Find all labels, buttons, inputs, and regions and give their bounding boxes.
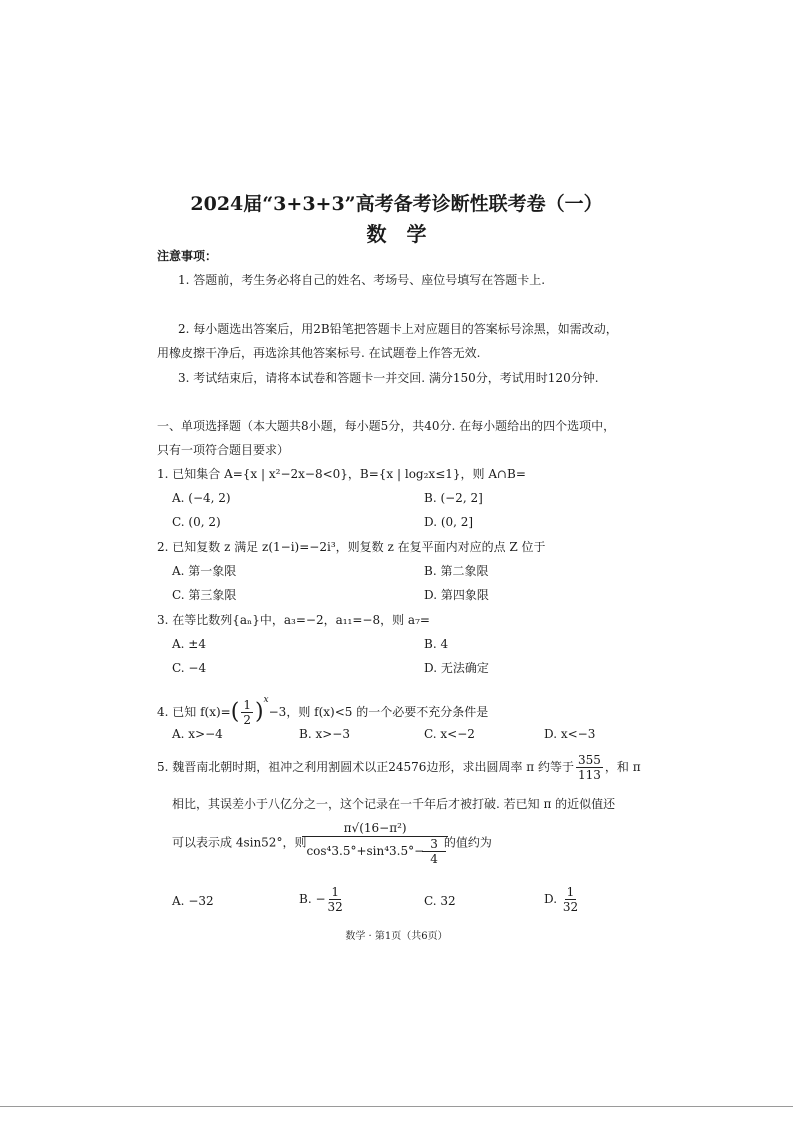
numerator: 1 [566,885,575,899]
denominator-text: cos⁴3.5°+sin⁴3.5°− [306,844,425,858]
option-d: D. (0, 2] [424,515,474,529]
option-c: C. 第三象限 [172,588,237,602]
page-footer: 数学 · 第1页（共6页） [345,931,448,942]
option-b: B. 第二象限 [424,564,489,578]
question-stem: 3. 在等比数列{aₙ}中，a₃=−2，a₁₁=−8，则 a₇= [157,613,430,627]
numerator: 1 [243,698,251,712]
denominator: 32 [327,900,343,914]
section-heading-cont: 只有一项符合题目要求） [157,443,290,457]
expression-fraction [306,820,443,866]
question-stem: 4. 已知 f(x)=( $\frac{1}{2}$ )$^x$−3，则 f(x)<5 的一个必要不充分条件是 [157,695,489,727]
exam-title: 2024届“3+3+3”高考备考诊断性联考卷（一） [190,193,603,215]
option-label: B. [299,892,312,906]
question-stem: 2. 已知复数 z 满足 z(1−i)=−2i³，则复数 z 在复平面内对应的点 Z 位于 [157,540,546,554]
numerator: 355 [577,753,601,767]
question-stem: 1. 已知集合 A={x | x²−2x−8<0}，B={x | log₂x≤1}，则 A∩B= [157,467,526,481]
option-label: D. [544,892,558,906]
numerator: 1 [331,885,339,899]
option-a: A. 第一象限 [172,564,237,578]
exponent: x [263,695,269,705]
fraction [328,885,343,914]
denominator: 32 [562,900,579,914]
scan-edge-divider [0,1106,793,1107]
stem-text: −3，则 f(x)<5 的一个必要不充分条件是 [268,705,489,719]
notice-item: 1. 答题前，考生务必将自己的姓名、考场号、座位号填写在答题卡上. [178,273,546,287]
stem-text: 5. 魏晋南北朝时期，祖冲之利用割圆术以正24576边形，求出圆周率 π 约等于 [157,760,574,774]
option-b [299,885,345,914]
option-a: A. ±4 [172,637,206,651]
option-c [424,893,456,909]
denominator: 113 [577,768,601,782]
option-value: −32 [188,894,214,908]
option-sign: − [315,892,326,906]
option-a: A. (−4, 2) [172,491,231,505]
question-stem [157,752,641,782]
option-d: D. 第四象限 [424,588,489,602]
stem-text: ，和 π [604,760,641,774]
option-label: A. [172,894,185,908]
question-stem-cont [172,820,492,866]
option-c: C. −4 [172,661,207,675]
option-d: D. x<−3 [544,727,596,741]
fraction [563,885,578,914]
numerator: π√(16−π²) [302,820,447,837]
option-value: 32 [440,894,456,908]
denominator: 2 [243,713,251,727]
fraction [576,753,603,782]
notice-item: 2. 每小题选出答案后，用2B铅笔把答题卡上对应题目的答案标号涂黑，如需改动， [178,322,618,336]
option-d: D. 无法确定 [424,661,489,675]
notice-item: 3. 考试结束后，请将本试卷和答题卡一并交回. 满分150分，考试用时120分钟. [178,371,599,385]
option-a [172,893,214,909]
option-label: C. [424,894,437,908]
numerator: 3 [422,837,446,852]
option-b: B. (−2, 2] [424,491,483,505]
fraction [426,837,442,866]
option-c: C. (0, 2) [172,515,221,529]
question-stem-cont: 相比，其误差小于八亿分之一，这个记录在一千年后才被打破. 若已知 π 的近似值还 [172,797,616,811]
denominator: 4 [430,852,438,866]
option-d [544,885,580,914]
stem-text: 可以表示成 4sin52°，则 [172,835,307,850]
option-a: A. x>−4 [172,727,223,741]
notice-item: 用橡皮擦干净后，再选涂其他答案标号. 在试题卷上作答无效. [157,346,481,360]
section-heading: 一、单项选择题（本大题共8小题，每小题5分，共40分. 在每小题给出的四个选项中， [157,419,616,433]
stem-text: 4. 已知 f(x)= [157,705,231,719]
option-c: C. x<−2 [424,727,475,741]
option-b: B. x>−3 [299,727,350,741]
fraction [241,698,253,727]
stem-text: 的值约为 [443,835,492,850]
denominator [306,837,443,866]
subject-title: 数 学 [366,222,427,246]
option-b: B. 4 [424,637,449,651]
notice-heading: 注意事项： [157,249,218,263]
